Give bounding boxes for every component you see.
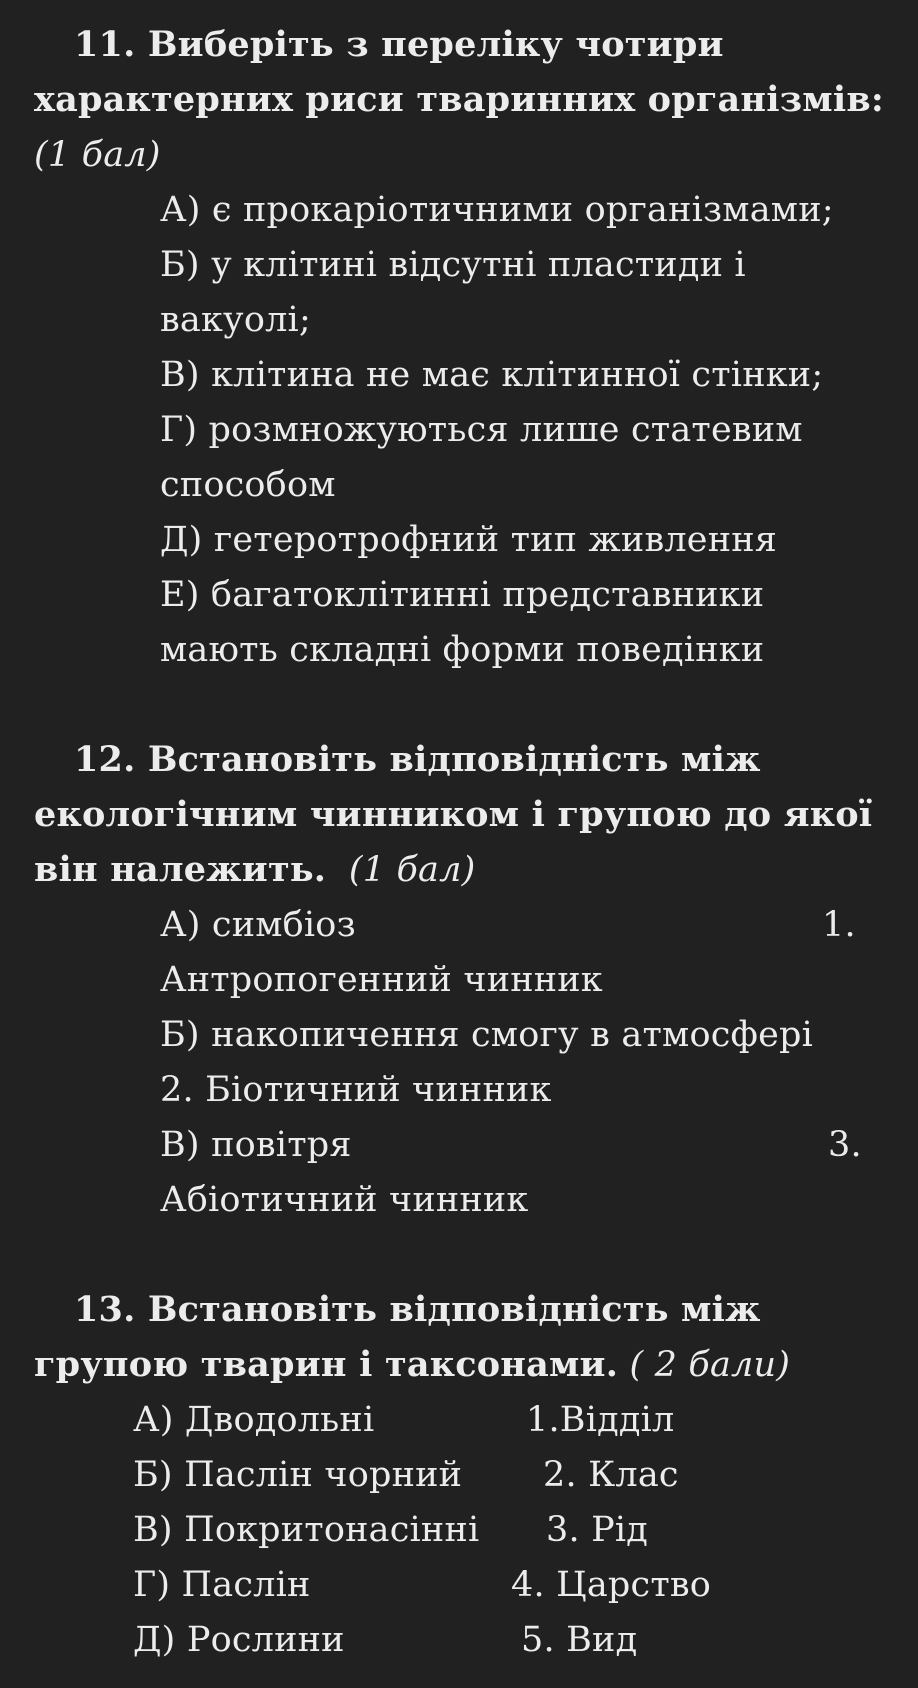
q12-group-1-text: Антропогенний чинник	[160, 960, 603, 1000]
q11-option-v: В) клітина не має клітинної стінки;	[160, 355, 824, 395]
q13-row-b-right: 2. Клас	[543, 1455, 679, 1495]
q11-option-d: Д) гетеротрофний тип живлення	[160, 520, 778, 560]
q13-title-line2: групою тварин і таксонами.	[34, 1344, 619, 1385]
q13-row-g-right: 4. Царство	[511, 1565, 712, 1605]
q11-option-g-line2: способом	[160, 465, 336, 505]
q12-title-line2: екологічним чинником і групою до якої	[34, 794, 873, 835]
q12-title-line3: він належить.	[34, 849, 327, 890]
q11-option-a: А) є прокаріотичними організмами;	[160, 190, 834, 230]
q12-item-v: В) повітря	[160, 1125, 352, 1165]
q11-option-g-line1: Г) розмножуються лише статевим	[160, 410, 803, 450]
q13-row-g-left: Г) Паслін	[133, 1565, 311, 1605]
q13-title-line1: 13. Встановіть відповідність між	[74, 1289, 761, 1330]
q13-row-a-right: 1.Відділ	[526, 1400, 675, 1440]
q13-row-v-right: 3. Рід	[546, 1510, 649, 1550]
q12-points: (1 бал)	[348, 850, 476, 890]
q11-option-b-line2: вакуолі;	[160, 300, 311, 340]
q12-group-1-num: 1.	[822, 905, 856, 945]
q13-row-d-right: 5. Вид	[521, 1620, 638, 1660]
q11-title-line2: характерних риси тваринних організмів:	[34, 79, 885, 120]
q11-title-line1: 11. Виберіть з переліку чотири	[74, 24, 724, 65]
q13-row-v-left: В) Покритонасінні	[133, 1510, 480, 1550]
q12-item-a: А) симбіоз	[160, 905, 356, 945]
q12-title-line1: 12. Встановіть відповідність між	[74, 739, 761, 780]
q13-title-line2-wrap	[34, 1343, 790, 1387]
q12-group-3-text: Абіотичний чинник	[160, 1180, 529, 1220]
q13-row-d-left: Д) Рослини	[133, 1620, 345, 1660]
q12-group-2: 2. Біотичний чинник	[160, 1070, 552, 1110]
q13-points: ( 2 бали)	[629, 1345, 791, 1385]
q13-row-b-left: Б) Паслін чорний	[133, 1455, 463, 1495]
q12-item-b: Б) накопичення смогу в атмосфері	[160, 1015, 814, 1055]
q11-option-e-line1: Е) багатоклітинні представники	[160, 575, 765, 615]
q11-option-b-line1: Б) у клітині відсутні пластиди і	[160, 245, 746, 285]
q11-option-e-line2: мають складні форми поведінки	[160, 630, 765, 670]
q13-row-a-left: А) Дводольні	[133, 1400, 375, 1440]
q12-group-3-num: 3.	[828, 1125, 862, 1165]
q11-points: (1 бал)	[34, 135, 161, 175]
q12-title-line3-wrap	[34, 848, 475, 892]
